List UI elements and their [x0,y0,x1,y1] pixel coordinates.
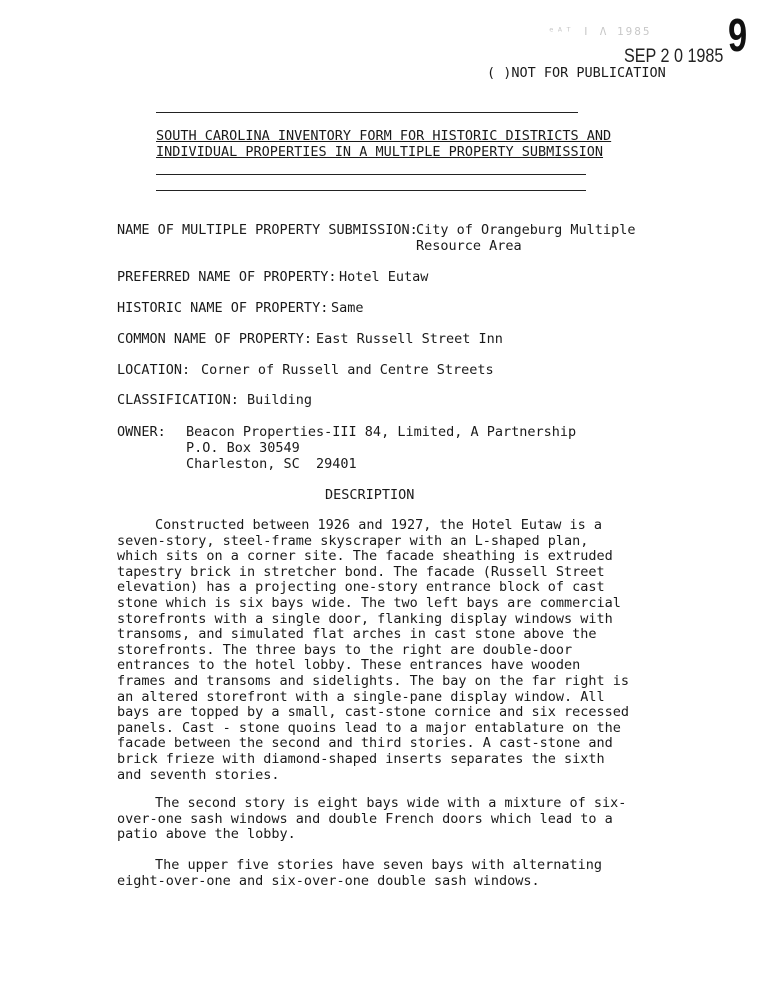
paragraph-3-text: The upper five stories have seven bays with alternating eight-over-one and six-over-one double sash windows. [117,857,603,889]
paragraph-2-text: The second story is eight bays wide with a mixture of six-over-one sash windows and double French doors which lead to a patio above the lobby. [117,795,627,843]
submission-value-cont: Resource Area [416,238,522,254]
paragraph-1-text: Constructed between 1926 and 1927, the Hotel Eutaw is a seven-story, steel-frame skyscraper with an L-shaped plan, which sits on a corner site. The facade sheathing is extruded tapestry brick in stretcher bond. The facade (Russell Street elevation) has a projecting one-story entrance block of cast stone which is six bays wide. The two left bays are commercial storefronts with a single door, flanking display windows with transoms, and simulated flat arches in cast stone above the storefronts. The three bays to the right are double-door entrances to the hotel lobby. These entrances have wooden frames and transoms and sidelights. The bay on the far right is an altered storefront with a single-pane display window. All bays are topped by a small, cast-stone cornice and six recessed panels. Cast - stone quoins lead to a major entablature on the facade between the second and third stories. A cast-stone and brick frieze with diamond-shaped inserts separates the sixth and seventh stories. [117,517,630,783]
owner-address: P.O. Box 30549 [186,440,300,456]
rule-below-title-2 [156,190,586,191]
description-paragraph-1 [117,518,637,783]
owner-city: Charleston, SC 29401 [186,456,357,472]
location-label: LOCATION: [117,362,191,378]
top-rule [156,112,578,113]
description-paragraph-3 [117,858,637,889]
submission-value: City of Orangeburg Multiple [416,222,636,238]
page-number: 9 [728,9,748,61]
description-paragraph-2 [117,796,637,843]
historic-name-label: HISTORIC NAME OF PROPERTY: [117,300,329,316]
historic-name-value: Same [331,300,364,316]
classification-value: Building [247,392,313,408]
preferred-name-label: PREFERRED NAME OF PROPERTY: [117,269,337,285]
received-stamp-faint: ᵉᴬᵀ ǀ Λ 1985 [548,25,652,38]
form-title-line1: SOUTH CAROLINA INVENTORY FORM FOR HISTORIC DISTRICTS AND [156,128,612,144]
owner-name: Beacon Properties-III 84, Limited, A Partnership [186,424,577,440]
owner-label: OWNER: [117,424,166,440]
form-title-line2: INDIVIDUAL PROPERTIES IN A MULTIPLE PROPERTY SUBMISSION [156,144,604,160]
common-name-label: COMMON NAME OF PROPERTY: [117,331,313,347]
rule-below-title-1 [156,174,586,175]
common-name-value: East Russell Street Inn [316,331,503,347]
classification-label: CLASSIFICATION: [117,392,239,408]
preferred-name-value: Hotel Eutaw [339,269,429,285]
description-heading: DESCRIPTION [325,487,415,503]
publication-status: ( )NOT FOR PUBLICATION [487,65,666,81]
submission-label: NAME OF MULTIPLE PROPERTY SUBMISSION: [117,222,418,238]
location-value: Corner of Russell and Centre Streets [201,362,494,378]
received-date-stamp: SEP 2 0 1985 [624,46,724,67]
